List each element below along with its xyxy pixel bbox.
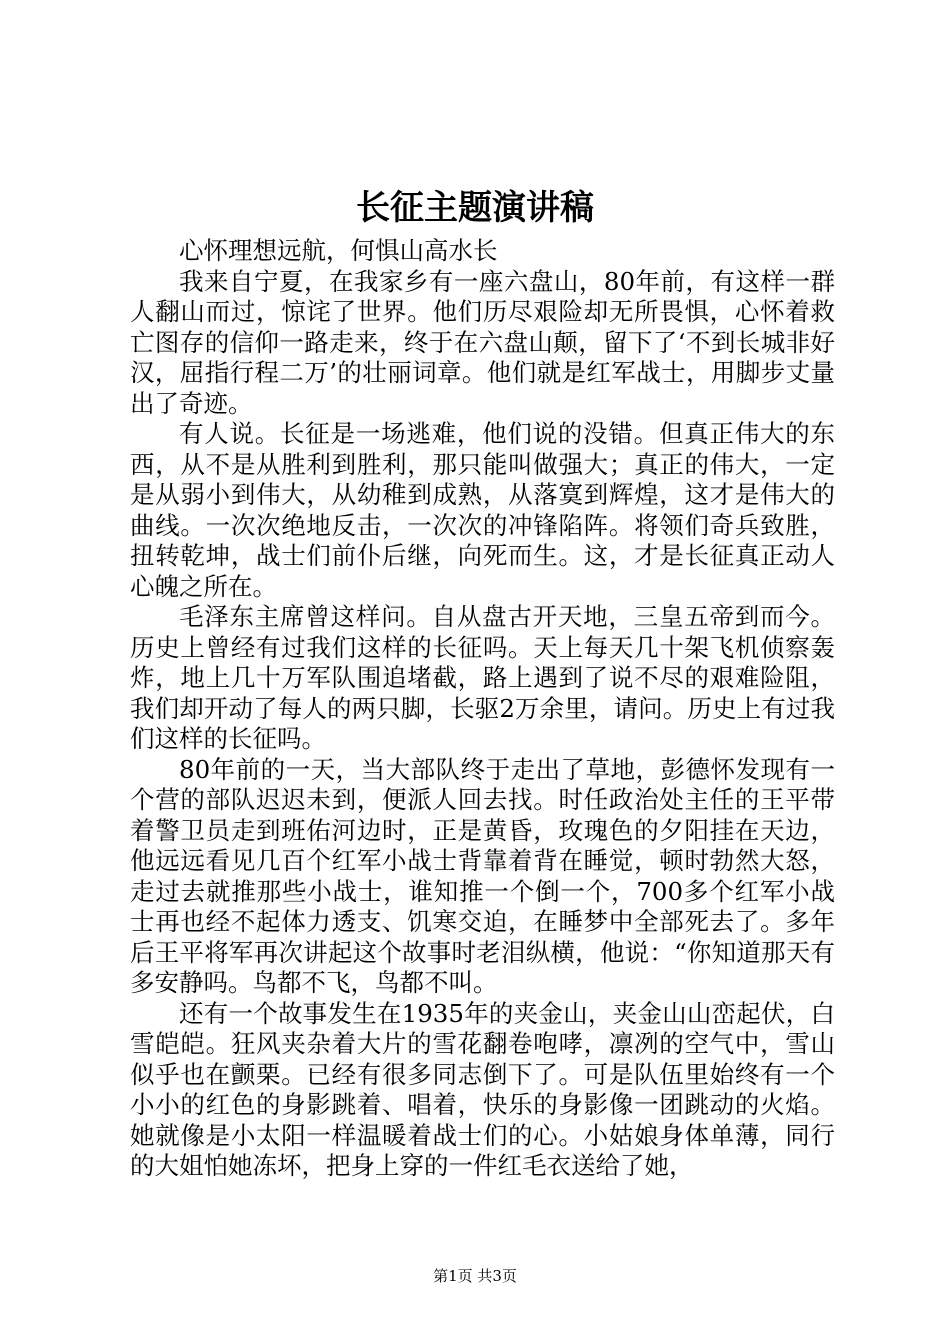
paragraph-5: 还有一个故事发生在1935年的夹金山，夹金山山峦起伏，白雪皑皑。狂风夹杂着大片的雪花翻卷咆哮，凛冽的空气中，雪山似乎也在颤栗。已经有很多同志倒下了。可是队伍里始终有一个小小的红色的身影跳着、唱着，快乐的身影像一团跳动的火焰。她就像是小太阳一样温暖着战士们的心。小姑娘身体单薄，同行的大姐怕她冻坏，把身上穿的一件红毛衣送给了她， (130, 998, 835, 1180)
paragraph-4: 80年前的一天，当大部队终于走出了草地，彭德怀发现有一个营的部队迟迟未到，便派人回去找。时任政治处主任的王平带着警卫员走到班佑河边时，正是黄昏，玫瑰色的夕阳挂在天边，他远远看见几百个红军小战士背靠着背在睡觉，顿时勃然大怒，走过去就推那些小战士，谁知推一个倒一个，700多个红军小战士再也经不起体力透支、饥寒交迫，在睡梦中全部死去了。多年后王平将军再次讲起这个故事时老泪纵横，他说：“你知道那天有多安静吗。鸟都不飞，鸟都不叫。 (130, 754, 835, 997)
paragraph-1: 我来自宁夏，在我家乡有一座六盘山，80年前，有这样一群人翻山而过，惊诧了世界。他们历尽艰险却无所畏惧，心怀着救亡图存的信仰一路走来，终于在六盘山颠，留下了‘不到长城非好汉，屈指行程二万’的壮丽词章。他们就是红军战士，用脚步丈量出了奇迹。 (130, 266, 835, 418)
page-footer: 第1页 共3页 (433, 1267, 517, 1285)
document-body (130, 236, 835, 1182)
paragraph-subtitle: 心怀理想远航，何惧山高水长 (179, 236, 498, 265)
document-title: 长征主题演讲稿 (356, 188, 594, 228)
paragraph-3: 毛泽东主席曾这样问。自从盘古开天地，三皇五帝到而今。历史上曾经有过我们这样的长征吗。天上每天几十架飞机侦察轰炸，地上几十万军队围追堵截，路上遇到了说不尽的艰难险阻，我们却开动了每人的两只脚，长驱2万余里，请问。历史上有过我们这样的长征吗。 (130, 602, 835, 753)
paragraph-2: 有人说。长征是一场逃难，他们说的没错。但真正伟大的东西，从不是从胜利到胜利，那只能叫做强大；真正的伟大，一定是从弱小到伟大，从幼稚到成熟，从落寞到辉煌，这才是伟大的曲线。一次次绝地反击，一次次的冲锋陷阵。将领们奇兵致胜，扭转乾坤，战士们前仆后继，向死而生。这，才是长征真正动人心魄之所在。 (130, 419, 835, 601)
